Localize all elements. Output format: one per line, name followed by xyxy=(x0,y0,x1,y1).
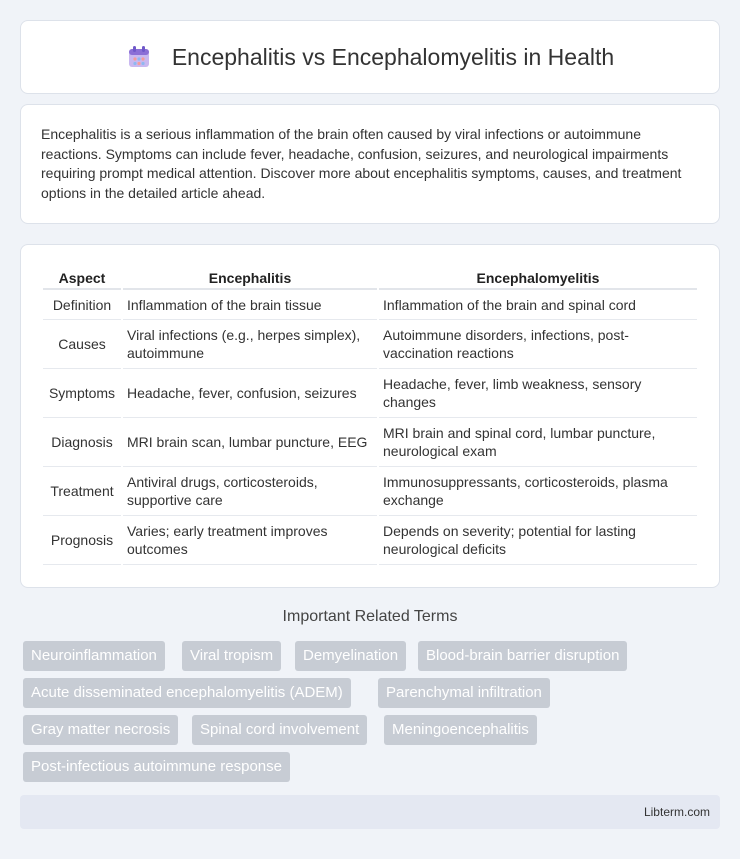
row-encephalitis: Antiviral drugs, corticosteroids, supportive care xyxy=(123,467,377,516)
header-encephalomyelitis: Encephalomyelitis xyxy=(379,265,697,290)
related-term-tag[interactable]: Viral tropism xyxy=(182,641,281,671)
table-row xyxy=(43,418,697,467)
related-term-tag[interactable]: Blood-brain barrier disruption xyxy=(418,641,627,671)
row-encephalitis: Viral infections (e.g., herpes simplex), autoimmune xyxy=(123,320,377,369)
row-aspect: Diagnosis xyxy=(43,418,121,467)
related-term-tag[interactable]: Gray matter necrosis xyxy=(23,715,178,745)
table-row xyxy=(43,290,697,320)
page-title: Encephalitis vs Encephalomyelitis in Health xyxy=(171,43,615,70)
related-term-tag[interactable]: Meningoencephalitis xyxy=(384,715,537,745)
footer-site-link[interactable]: Libterm.com xyxy=(643,805,710,819)
table-header-row xyxy=(43,265,697,290)
row-aspect: Prognosis xyxy=(43,516,121,565)
row-aspect: Causes xyxy=(43,320,121,369)
header-aspect: Aspect xyxy=(43,265,121,290)
row-aspect: Symptoms xyxy=(43,369,121,418)
related-term-tag[interactable]: Post-infectious autoimmune response xyxy=(23,752,290,782)
row-encephalitis: Inflammation of the brain tissue xyxy=(123,290,377,320)
table-row xyxy=(43,467,697,516)
row-encephalomyelitis: Depends on severity; potential for lasting neurological deficits xyxy=(379,516,697,565)
intro-card xyxy=(20,104,720,224)
intro-text: Encephalitis is a serious inflammation of the brain often caused by viral infections or autoimmune reactions. Symptoms can include fever, headache, confusion, seizures, and neurological impairments requiring prompt medical attention. Discover more about encephalitis symptoms, causes, and treatment options in the detailed article ahead. xyxy=(41,126,682,201)
row-encephalomyelitis: Headache, fever, limb weakness, sensory changes xyxy=(379,369,697,418)
row-encephalitis: Varies; early treatment improves outcomes xyxy=(123,516,377,565)
related-term-tag[interactable]: Parenchymal infiltration xyxy=(378,678,550,708)
related-term-tag[interactable]: Acute disseminated encephalomyelitis (ADEM) xyxy=(23,678,351,708)
comparison-table xyxy=(41,265,699,565)
table-row xyxy=(43,516,697,565)
footer xyxy=(20,795,720,829)
row-aspect: Definition xyxy=(43,290,121,320)
header-encephalitis: Encephalitis xyxy=(123,265,377,290)
table-row xyxy=(43,320,697,369)
row-encephalomyelitis: MRI brain and spinal cord, lumbar puncture, neurological exam xyxy=(379,418,697,467)
row-encephalitis: Headache, fever, confusion, seizures xyxy=(123,369,377,418)
table-row xyxy=(43,369,697,418)
related-term-tag[interactable]: Spinal cord involvement xyxy=(192,715,367,745)
row-encephalomyelitis: Autoimmune disorders, infections, post-vaccination reactions xyxy=(379,320,697,369)
related-term-tag[interactable]: Neuroinflammation xyxy=(23,641,165,671)
row-encephalomyelitis: Inflammation of the brain and spinal cord xyxy=(379,290,697,320)
calendar-icon xyxy=(126,44,152,70)
row-aspect: Treatment xyxy=(43,467,121,516)
related-terms-title: Important Related Terms xyxy=(282,608,458,625)
comparison-table-card xyxy=(20,244,720,588)
row-encephalitis: MRI brain scan, lumbar puncture, EEG xyxy=(123,418,377,467)
row-encephalomyelitis: Immunosuppressants, corticosteroids, plasma exchange xyxy=(379,467,697,516)
header-card xyxy=(20,20,720,94)
related-term-tag[interactable]: Demyelination xyxy=(295,641,406,671)
